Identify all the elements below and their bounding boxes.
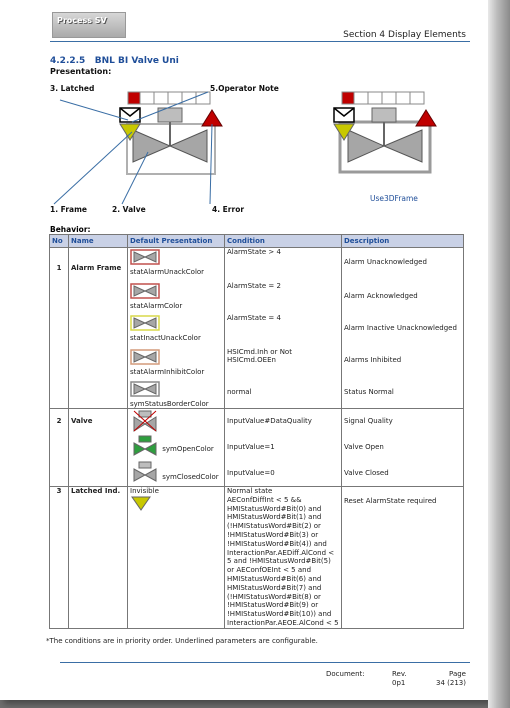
table-row: 3 Latched Ind. Invisible Normal state AEConfDiffInt < 5 && HMIStatusWord#Bit(0) and HMIStatusWord#Bit(1) and (!HMIStatusWord#Bit(2) or !HMIStatusWord#Bit(3) or !HMIStatusWord#Bit(4)) and InteractionPar.AEDiff.AlCond < 5 and !HMIStatusWord#Bit(5) or AEConfOEInt < 5 and HMIStatusWord#Bit(6) and HMIStatusWord#Bit(7) and (!HMIStatusWord#Bit(8) or !HMIStatusWord#Bit(9) or !HMIStatusWord#Bit(10)) and InteractionPar.AEOE.AlCond < 5 Reset AlarmState required [50,487,464,629]
table-header [50,235,464,248]
table-row: symStatusBorderColor normal Status Normal [50,380,464,409]
callout-latched: 3. Latched [50,84,95,93]
footnote: *The conditions are in priority order. Underlined parameters are configurable. [46,637,318,645]
callout-frame: 1. Frame [50,205,87,214]
footer-rule [60,662,470,663]
col-description: Description [342,235,464,248]
table-row: 1 Alarm Frame statAlarmUnackColor AlarmState > 4 Alarm Unacknowledged [50,248,464,282]
footer-page: Page 34 (213) [436,670,466,687]
valve-3d-figure [330,88,440,188]
valve-open-icon [130,435,160,457]
latched-icon [130,495,152,511]
table-row: symOpenColor InputValue=1 Valve Open [50,435,464,461]
valve-quality-icon [130,409,160,433]
table-row: 2 Valve InputValue#DataQuality Signal Quality [50,408,464,435]
behavior-table [49,234,464,629]
page-curl [488,0,510,708]
callout-operator-note: 5.Operator Note [210,84,279,93]
header-rule [50,41,470,42]
section-heading: 4.2.2.5 BNL BI Valve Uni [50,56,179,66]
valve-figure [40,80,300,215]
presentation-label: Presentation: [50,67,112,76]
company-logo: Process SV [52,12,126,38]
valve-closed-icon [130,461,160,483]
col-presentation: Default Presentation [128,235,225,248]
alarm-unack-icon [130,248,160,266]
col-condition: Condition [225,235,342,248]
table-row: statInactUnackColor AlarmState = 4 Alarm Inactive Unacknowledged [50,314,464,348]
use3dframe-caption: Use3DFrame [370,194,418,203]
callout-error: 4. Error [212,205,245,214]
footer-document: Document: [326,670,365,678]
operator-note-boxes [128,92,210,104]
table-row: symClosedColor InputValue=0 Valve Closed [50,461,464,487]
error-triangle-icon [202,110,222,126]
table-row: statAlarmInhibitColor HSICmd.Inh or Not HSICmd.OEEn Alarms Inhibited [50,348,464,380]
behavior-label: Behavior: [50,225,91,234]
table-row: statAlarmColor AlarmState = 2 Alarm Acknowledged [50,282,464,314]
col-name: Name [69,235,128,248]
callout-valve: 2. Valve [112,205,146,214]
footer-revision: Rev. 0p1 [392,670,407,687]
col-no: No [50,235,69,248]
section-title: Section 4 Display Elements [343,30,466,40]
